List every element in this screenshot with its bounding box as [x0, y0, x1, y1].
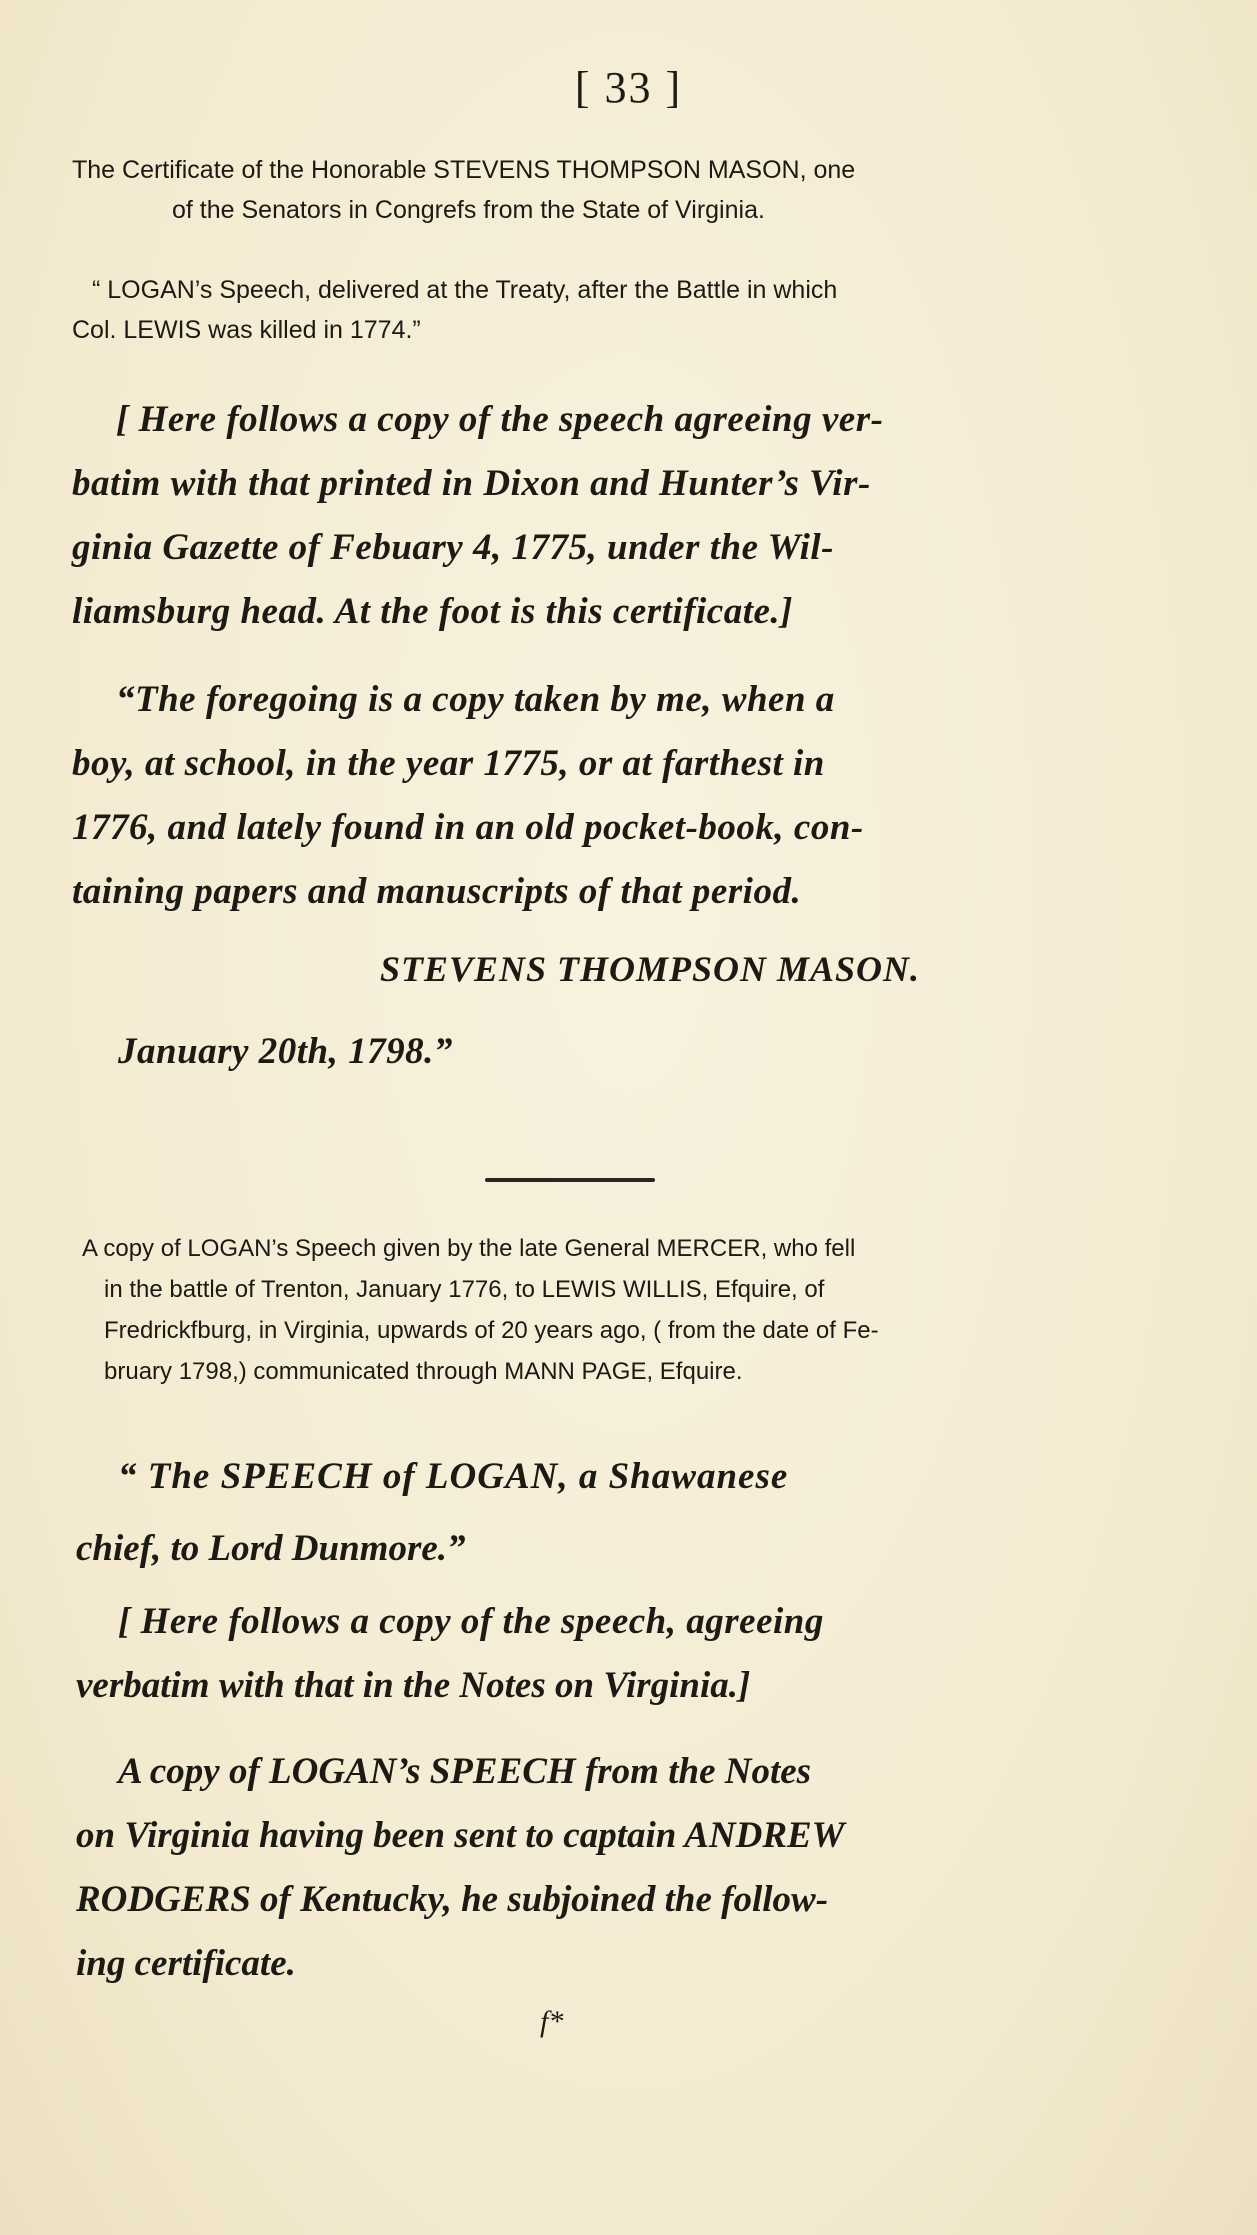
logan-title-line: “ LOGAN’s Speech, delivered at the Treaty, after the Battle in which [92, 276, 838, 304]
quote-line: 1776, and lately found in an old pocket-book, con- [72, 807, 864, 848]
editor-note-notes [76, 1590, 1206, 1718]
rodgers-line: ing certificate. [76, 1943, 296, 1984]
note-line: [ Here follows a copy of the speech, agreeing [118, 1601, 824, 1642]
page-number: [ 33 ] [574, 63, 683, 112]
mercer-line: A copy of LOGAN’s Speech given by the late General MERCER, who fell [82, 1235, 856, 1262]
rodgers-paragraph [76, 1740, 1226, 1996]
rodgers-line: on Virginia having been sent to captain ANDREW [76, 1815, 845, 1856]
section-divider [485, 1178, 655, 1182]
rodgers-line: A copy of LOGAN’s SPEECH from the Notes [118, 1751, 812, 1792]
mercer-paragraph [82, 1228, 1202, 1392]
certificate-heading-line: The Certificate of the Honorable STEVENS THOMPSON MASON, one [72, 156, 856, 184]
certificate-heading-line: of the Senators in Congrefs from the State of Virginia. [172, 196, 765, 224]
quote-line: “The foregoing is a copy taken by me, when a [116, 679, 835, 720]
speech-title-line: chief, to Lord Dunmore.” [76, 1528, 466, 1569]
logan-speech-title [72, 270, 1192, 350]
note-line: batim with that printed in Dixon and Hunter’s Vir- [72, 463, 871, 504]
signature-mark: f* [540, 2005, 564, 2038]
signature-mason: STEVENS THOMPSON MASON. [379, 949, 921, 989]
rodgers-line: RODGERS of Kentucky, he subjoined the follow- [76, 1879, 829, 1920]
quote-line: boy, at school, in the year 1775, or at farthest in [72, 743, 825, 784]
note-line: [ Here follows a copy of the speech agreeing ver- [116, 399, 884, 440]
note-line: ginia Gazette of Febuary 4, 1775, under the Wil- [72, 527, 834, 568]
signature-date: January 20th, 1798.” [118, 1031, 453, 1072]
speech-title [76, 1445, 1206, 1581]
note-line: liamsburg head. At the foot is this certificate.] [72, 591, 793, 632]
mercer-line: Fredrickfburg, in Virginia, upwards of 20 years ago, ( from the date of Fe- [104, 1317, 879, 1344]
mercer-line: bruary 1798,) communicated through MANN PAGE, Efquire. [104, 1358, 743, 1385]
quote-line: taining papers and manuscripts of that period. [72, 871, 802, 912]
speech-title-line: “ The SPEECH of LOGAN, a Shawanese [118, 1456, 789, 1497]
editor-note-gazette [72, 388, 1202, 644]
mercer-line: in the battle of Trenton, January 1776, to LEWIS WILLIS, Efquire, of [104, 1276, 825, 1303]
mason-quote [72, 668, 1202, 924]
note-line: verbatim with that in the Notes on Virginia.] [76, 1665, 751, 1706]
logan-title-line: Col. LEWIS was killed in 1774.” [72, 316, 421, 344]
certificate-heading [72, 150, 1192, 230]
